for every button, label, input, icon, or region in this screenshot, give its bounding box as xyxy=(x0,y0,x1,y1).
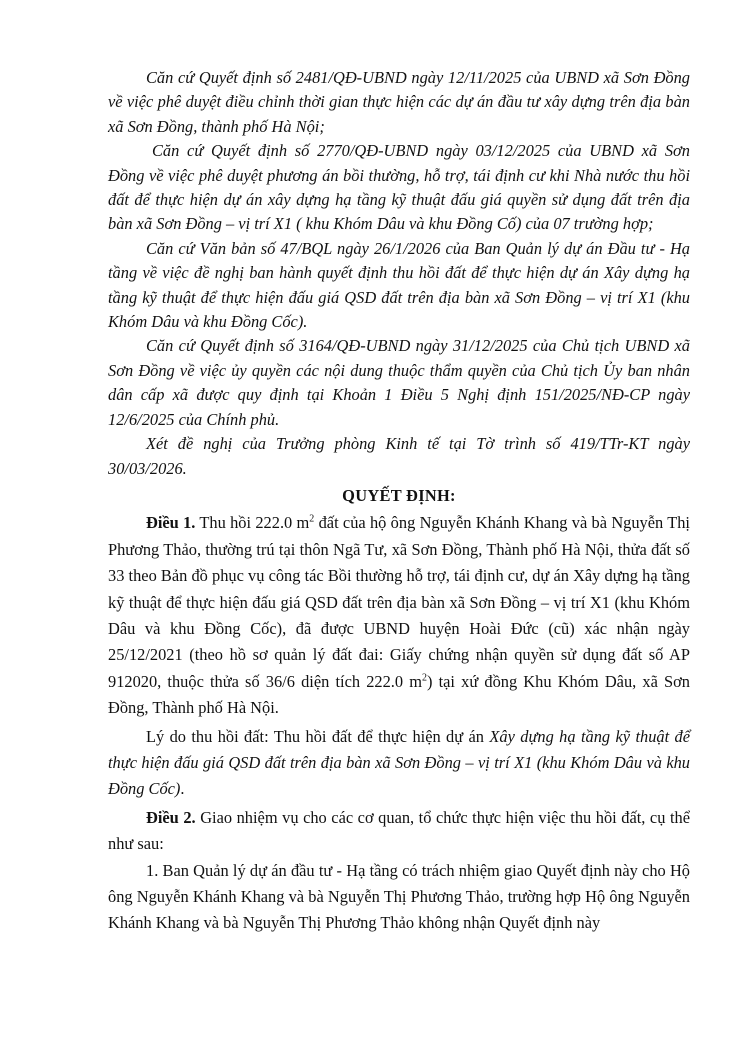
reason-lead: Lý do thu hồi đất: Thu hồi đất để thực hiện dự án xyxy=(146,726,490,746)
article-1-text-a: Thu hồi 222.0 m xyxy=(195,513,310,533)
reason-paragraph xyxy=(108,724,690,803)
article-1-sup-b: 2 xyxy=(421,672,427,684)
preamble-paragraph-4: Căn cứ Quyết định số 3164/QĐ-UBND ngày 31/12/2025 của Chủ tịch UBND xã Sơn Đồng về việc ủy quyền các nội dung thuộc thẩm quyền của Chủ tịch Ủy ban nhân dân cấp xã được quy định tại Khoản 1 Điều 5 Nghị định 151/2025/NĐ-CP ngày 12/6/2025 của Chính phủ. xyxy=(108,336,690,429)
article-2-label: Điều 2. xyxy=(146,807,196,827)
article-1 xyxy=(108,510,690,721)
decision-heading: QUYẾT ĐỊNH: xyxy=(342,485,456,505)
article-1-text-c: ) tại xứ đồng Khu Khóm Dâu, xã Sơn Đồng, Thành phố Hà Nội. xyxy=(108,671,690,718)
preamble-paragraph-3: Căn cứ Văn bản số 47/BQL ngày 26/1/2026 của Ban Quản lý dự án Đầu tư - Hạ tầng về việc đề nghị ban hành quyết định thu hồi đất để thực hiện dự án Xây dựng hạ tầng kỹ thuật để thực hiện đấu giá QSD đất trên địa bàn xã Sơn Đồng – vị trí X1 (khu Khóm Dâu và khu Đồng Cốc). xyxy=(108,238,690,332)
article-2 xyxy=(108,805,690,858)
article-1-sup-a: 2 xyxy=(309,513,315,525)
article-1-text-b: đất của hộ ông Nguyễn Khánh Khang và bà Nguyễn Thị Phương Thảo, thường trú tại thôn Ngã Tư, xã Sơn Đồng, Thành phố Hà Nội, thửa đất số 33 theo Bản đồ phục vụ công tác Bồi thường hỗ trợ, tái định cư, dự án Xây dựng hạ tầng kỹ thuật để thực hiện đấu giá QSD đất trên địa bàn xã Sơn Đồng – vị trí X1 (khu Khóm Dâu và khu Đồng Cốc), đã được UBND huyện Hoài Đức (cũ) xác nhận ngày 25/12/2021 (theo hồ sơ quản lý đất đai: Giấy chứng nhận quyền sử dụng đất số AP 912020, thuộc thửa số 36/6 diện tích 222.0 m xyxy=(108,513,690,691)
reason-project-name: Xây dựng hạ tầng kỹ thuật để thực hiện đấu giá QSD đất trên địa bàn xã Sơn Đồng – vị trí X1 (khu Khóm Dâu và khu Đồng Cốc) xyxy=(108,726,690,799)
preamble-paragraph-5: Xét đề nghị của Trưởng phòng Kinh tế tại Tờ trình số 419/TTr-KT ngày 30/03/2026. xyxy=(108,434,690,478)
article-1-label: Điều 1. xyxy=(146,513,196,533)
preamble-paragraph-2: Căn cứ Quyết định số 2770/QĐ-UBND ngày 03/12/2025 của UBND xã Sơn Đồng về việc phê duyệt phương án bồi thường, hỗ trợ, tái định cư khi Nhà nước thu hồi đất để thực hiện dự án xây dựng hạ tầng kỹ thuật đấu giá quyền sử dụng đất trên địa bàn xã Sơn Đồng – vị trí X1 ( khu Khóm Dâu và khu Đồng Cố) của 07 trường hợp; xyxy=(108,141,690,234)
preamble-paragraph-1: Căn cứ Quyết định số 2481/QĐ-UBND ngày 12/11/2025 của UBND xã Sơn Đồng về việc phê duyệt điều chỉnh thời gian thực hiện các dự án đầu tư xây dựng trên địa bàn xã Sơn Đồng, thành phố Hà Nội; xyxy=(108,68,690,136)
article-2-item-1: 1. Ban Quản lý dự án đầu tư - Hạ tầng có trách nhiệm giao Quyết định này cho Hộ ông Nguyễn Khánh Khang và bà Nguyễn Thị Phương Thảo, trường hợp Hộ ông Nguyễn Khánh Khang và bà Nguyễn Thị Phương Thảo không nhận Quyết định này xyxy=(108,860,690,933)
article-2-text: Giao nhiệm vụ cho các cơ quan, tổ chức thực hiện việc thu hồi đất, cụ thể như sau: xyxy=(108,807,690,854)
reason-tail: . xyxy=(180,779,185,799)
document-page xyxy=(108,66,690,937)
